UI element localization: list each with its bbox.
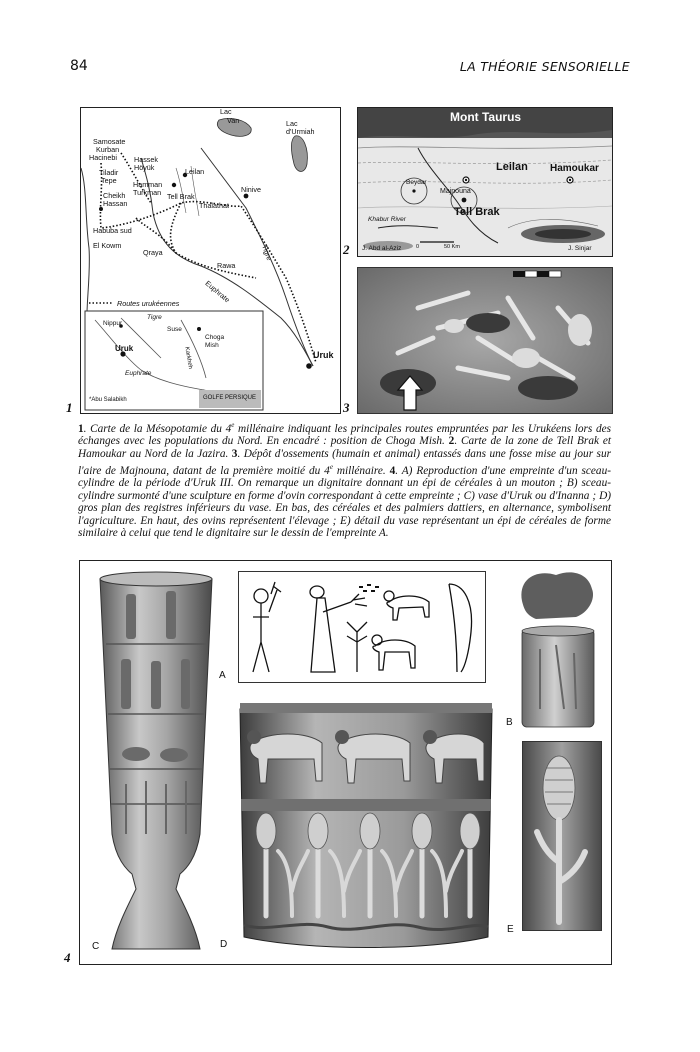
inset-label-uruk: Uruk xyxy=(115,344,134,353)
photo-vase-registers xyxy=(220,701,494,953)
seal-impression-svg xyxy=(239,572,485,682)
figure-number-2: 2 xyxy=(343,242,350,257)
caption-num-1: 1 xyxy=(78,422,84,435)
caption-text-3b: millénaire. xyxy=(332,464,390,477)
inset-label-abu-salabikh: *Abu Salabikh xyxy=(89,397,127,403)
caption-sup-3: e xyxy=(329,462,333,471)
figure-caption xyxy=(78,419,611,540)
map-label-hassek: Hassek xyxy=(134,155,158,164)
caption-text-3a: . Dépôt d'ossements (humain et animal) entassés dans une fosse mise au jour sur l'aire de Majnouna, datant de la première moitié du 4 xyxy=(78,447,611,477)
map2-label-khabur: Khabur River xyxy=(368,216,406,223)
map2-scale-label: 50 Km xyxy=(444,244,460,250)
caption-text-2: . Carte de la zone de Tell Brak et Hamoukar au Nord de la Jazira. xyxy=(78,435,611,460)
map-label-tiladir: Tiladir xyxy=(99,168,119,177)
map-label-samosate: Samosate xyxy=(93,137,126,146)
caption-num-4: 4 xyxy=(389,464,396,477)
seal-impression-drawing xyxy=(219,571,486,683)
map-label-hamman: Hamman xyxy=(133,180,163,189)
caption-text-4: . A) Reproduction d'une empreinte d'un sceau-cylindre de la période d'Uruk III. On remarque un dignitaire donnant un épi de céréales à un mouton ; B) sceau-cylindre surmonté d'une sculpture en forme d'ovin correspondant à cette empreinte ; C) vase d'Uruk ou d'Inanna ; D) gros plan des registres inférieurs du vase. En bas, des céréales et des palmiers dattiers, en alternance, symbolisent l'agriculture. En haut, des ovins représentent l'élevage ; E) détail du vase représentant un épi de céréales de forme similaire à celui que tend le dignitaire sur le dessin de l'empreinte A. xyxy=(78,464,611,540)
photo-bone-deposit xyxy=(357,267,613,414)
map-label-turkman: Turkman xyxy=(133,188,162,197)
map-label-hacinebi: Hacinebi xyxy=(89,153,117,162)
plate-uruk-vase xyxy=(79,560,612,965)
map-label-euphrate: Euphrate xyxy=(203,278,232,305)
map-label-leilan: Leilan xyxy=(185,167,205,176)
figure-number-3: 3 xyxy=(343,400,350,415)
inset-label-euphrate: Euphrate xyxy=(125,370,152,377)
figure-number-1: 1 xyxy=(66,400,73,415)
inset-label-suse: Suse xyxy=(167,326,182,333)
map-mesopotamia-drawing xyxy=(81,108,340,413)
caption-num-2: 2 xyxy=(448,435,455,448)
map-label-rawa: Rawa xyxy=(217,261,236,270)
map-legend-routes: Routes urukéennes xyxy=(117,299,180,308)
inset-label-choga: Choga xyxy=(205,334,225,341)
map-label-lac-van-2: Van xyxy=(227,116,240,125)
plate-letter-c: C xyxy=(92,941,100,952)
map-label-tepe: Tepe xyxy=(101,176,117,185)
caption-text-1a: . Carte de la Mésopotamie du 4 xyxy=(83,422,232,435)
map-label-habuba: Habuba sud xyxy=(93,226,132,235)
map2-label-tell-brak: Tell Brak xyxy=(454,206,500,218)
map-label-thalathat: Thalathat xyxy=(199,201,229,210)
map-label-lac-urmiah-2: d'Urmiah xyxy=(286,127,315,136)
map2-label-hamoukar: Hamoukar xyxy=(550,163,599,174)
map-label-ninive: Ninive xyxy=(241,185,261,194)
cylinder-seal-drawing xyxy=(516,569,601,729)
page-header xyxy=(70,58,630,78)
map2-label-abd-al-aziz: J. Abd al-Aziz xyxy=(362,245,402,252)
plate-letter-e: E xyxy=(507,924,514,935)
map-label-tell-brak: Tell Brak xyxy=(167,192,195,201)
map-label-hoyuk: Höyük xyxy=(134,163,155,172)
map-label-kurban: Kurban xyxy=(96,145,120,154)
map-label-lac-van: Lac xyxy=(220,107,232,116)
map2-scale-zero: 0 xyxy=(416,244,420,250)
photo-bone-deposit-drawing xyxy=(358,268,612,413)
map-label-el-kowm: El Kowm xyxy=(93,241,122,250)
map-label-uruk: Uruk xyxy=(313,350,334,360)
map2-label-beydar: Beydar xyxy=(406,179,427,186)
figure-number-4: 4 xyxy=(64,950,71,965)
caption-num-3: 3 xyxy=(231,447,238,460)
map-jazira xyxy=(357,107,613,257)
uruk-vase-drawing xyxy=(96,569,216,954)
page-number: 84 xyxy=(70,58,88,74)
plate-letter-d: D xyxy=(220,939,228,950)
inset-label-golfe: GOLFE PERSIQUE xyxy=(203,395,257,401)
inset-label-karkheh: Karkheh xyxy=(183,346,194,370)
running-title: LA THÉORIE SENSORIELLE xyxy=(459,59,630,74)
map2-label-taurus: Mont Taurus xyxy=(450,110,522,124)
map2-label-majnouna: Majnouna xyxy=(440,188,471,195)
caption-text-1b: millénaire indiquant les principales routes empruntées par les Urukéens lors des échanges avec les populations du Nord. En encadré : position de Choga Mish. xyxy=(78,422,611,448)
photo-cereal-detail xyxy=(507,741,602,935)
map-mesopotamia xyxy=(80,107,341,414)
plate-letter-a: A xyxy=(219,670,226,681)
plate-letter-b: B xyxy=(506,717,513,728)
caption-sup-1: e xyxy=(231,421,235,429)
map-label-tigre: Tigre xyxy=(260,243,275,262)
vase-registers-drawing xyxy=(238,701,494,953)
photo-uruk-vase xyxy=(92,569,216,954)
map-label-lac-urmiah: Lac xyxy=(286,119,298,128)
map2-label-sinjar: J. Sinjar xyxy=(568,245,592,252)
cereal-detail-drawing xyxy=(523,742,601,930)
map-label-hassan: Hassan xyxy=(103,199,128,208)
map-label-cheikh: Cheikh xyxy=(103,191,126,200)
map2-label-leilan: Leilan xyxy=(496,161,528,173)
inset-label-nippur: Nippur xyxy=(103,320,123,327)
inset-label-tigre: Tigre xyxy=(147,314,162,321)
map-jazira-drawing xyxy=(358,108,612,256)
inset-label-mish: Mish xyxy=(205,342,219,349)
map-label-qraya: Qraya xyxy=(143,248,163,257)
photo-cylinder-seal xyxy=(506,569,601,729)
